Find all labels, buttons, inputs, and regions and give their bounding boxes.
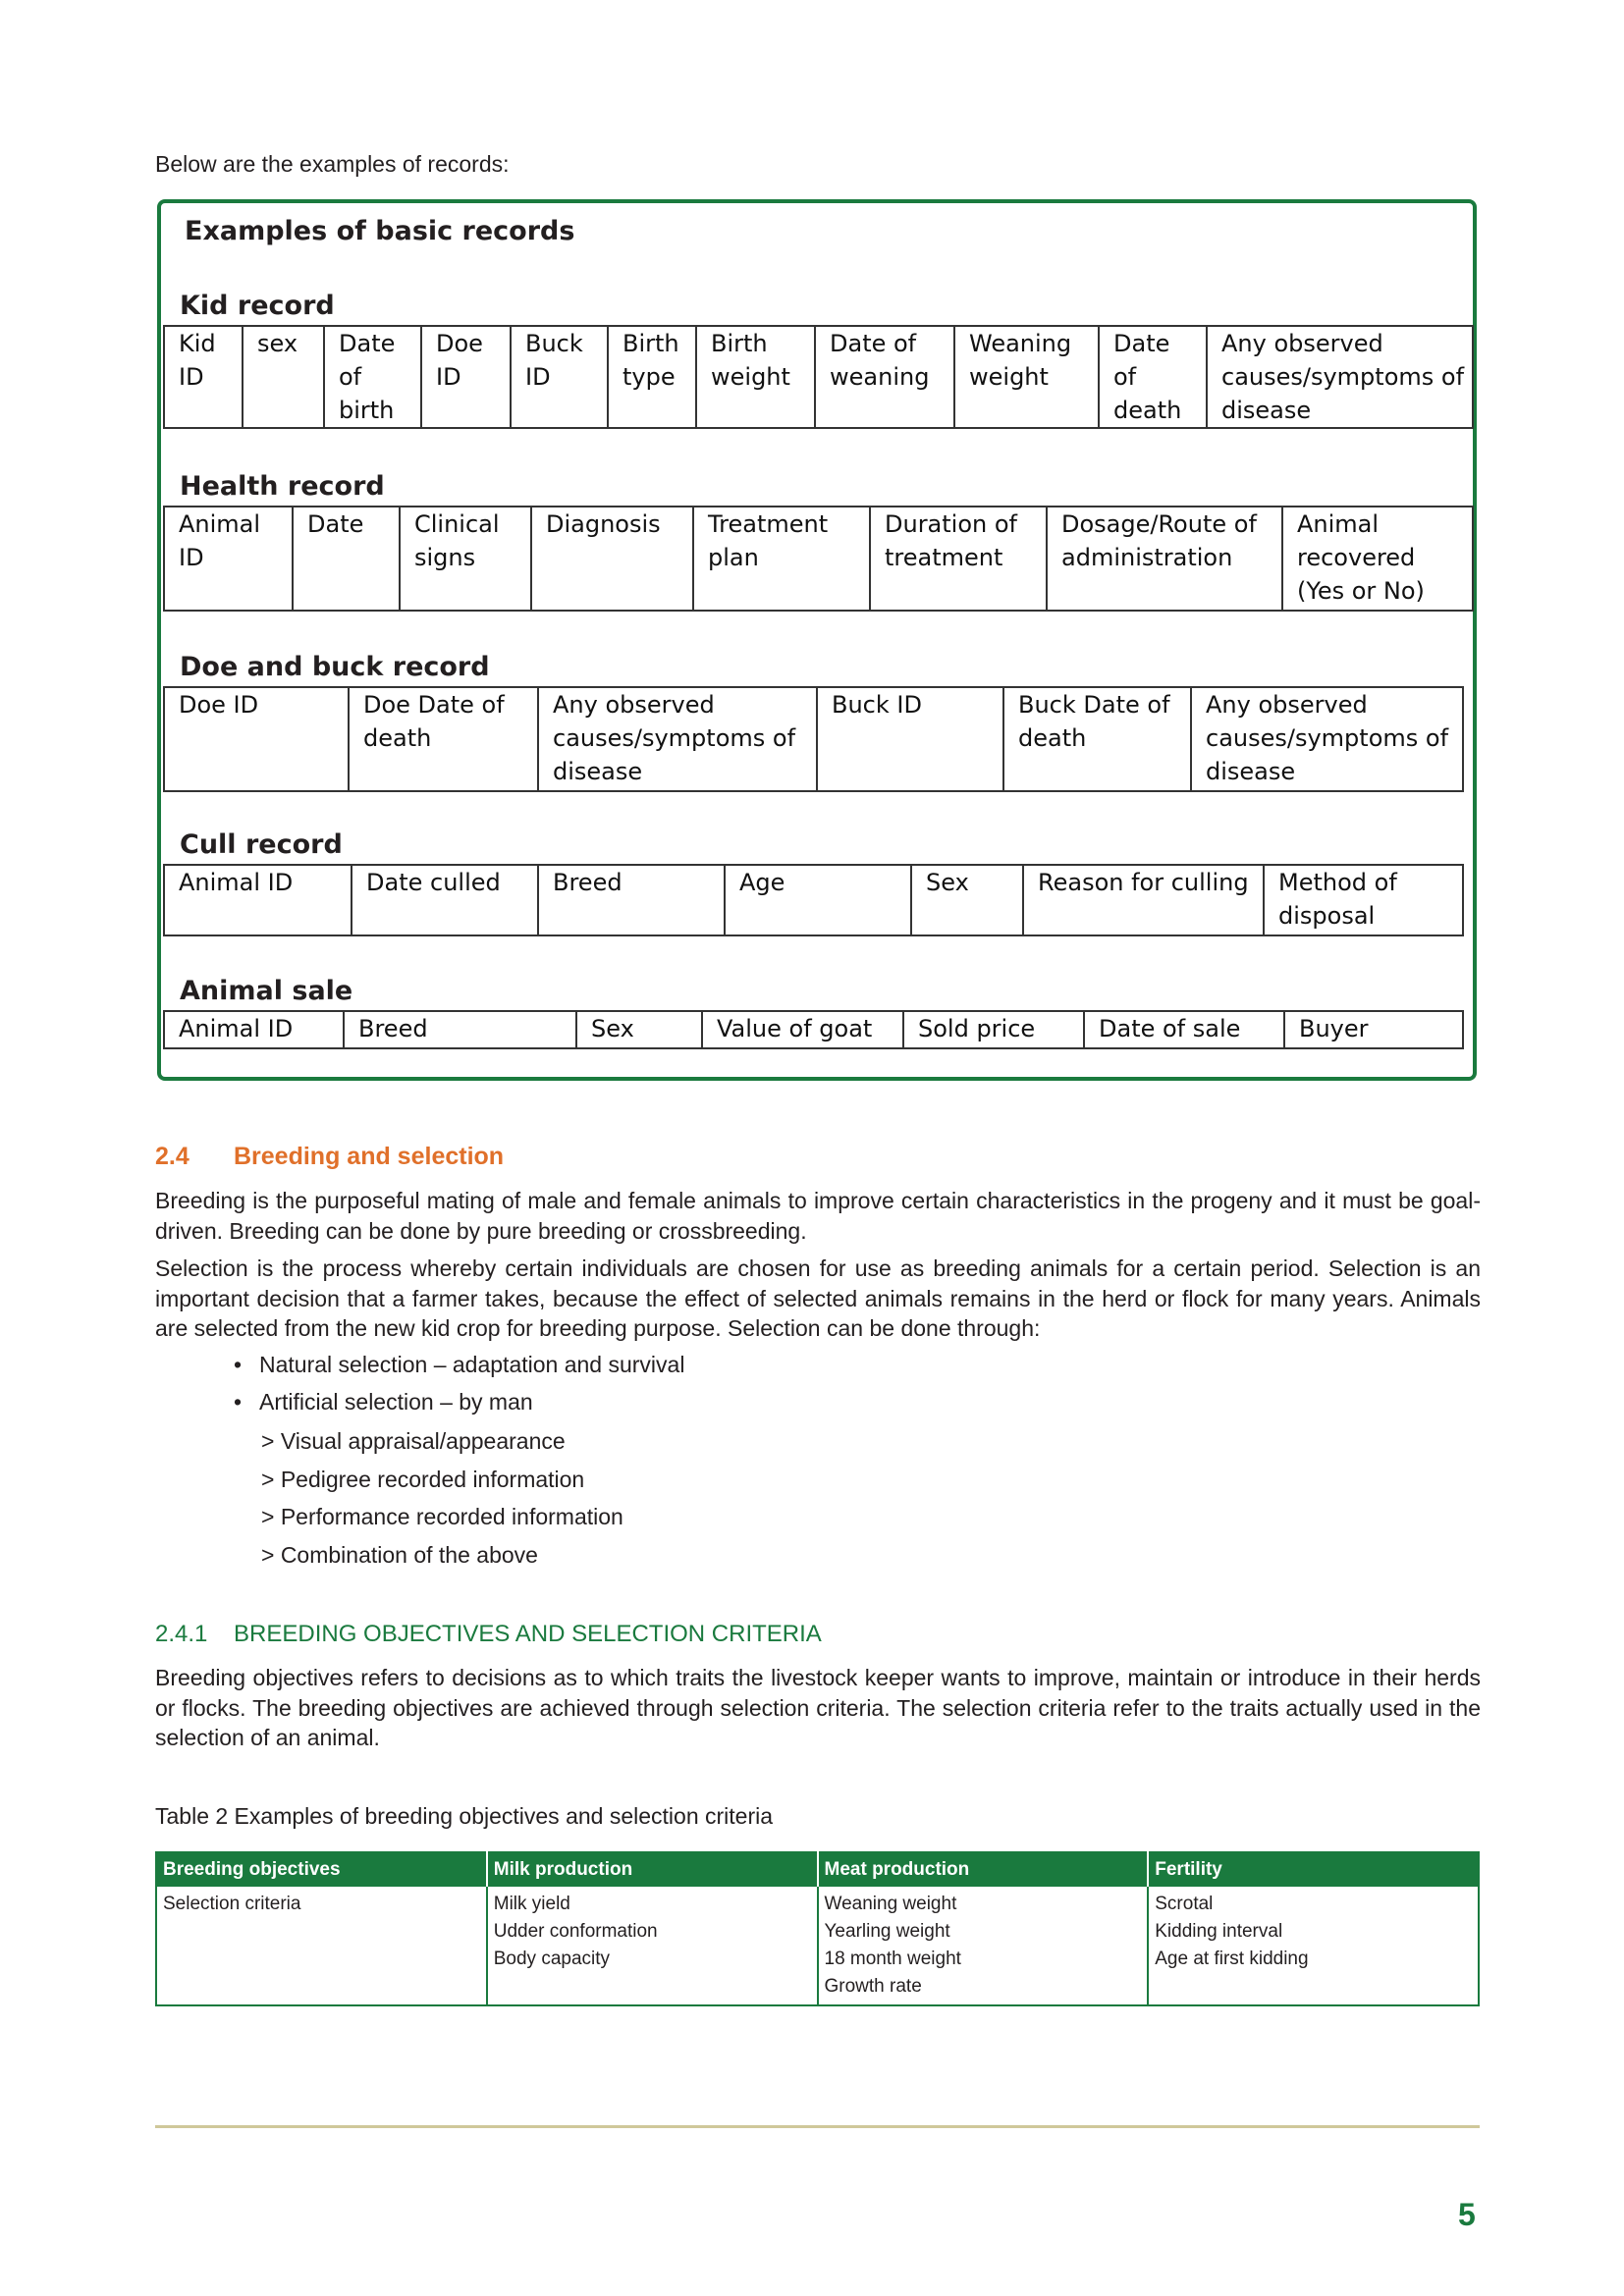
table-header-cell: Buyer [1284, 1011, 1463, 1048]
table-header-cell: Date of birth [324, 326, 421, 428]
table-header-cell: Birth weight [696, 326, 815, 428]
table-header-cell: Clinical signs [400, 507, 531, 611]
table-cell [156, 1887, 487, 2005]
artificial-selection-sublist [261, 1422, 623, 1574]
table-header-cell: Duration of treatment [870, 507, 1047, 611]
list-item: > Combination of the above [261, 1541, 538, 1568]
kid-record-table [163, 325, 1474, 429]
table-header-cell: Weaning weight [954, 326, 1099, 428]
subsection-number: 2.4.1 [155, 1621, 208, 1647]
table-header-cell: Buck ID [511, 326, 608, 428]
criteria-item: Kidding interval [1155, 1921, 1283, 1942]
criteria-item: Yearling weight [824, 1921, 950, 1942]
table-header-cell: Reason for culling [1023, 865, 1264, 935]
animal-sale-title: Animal sale [180, 976, 353, 1006]
table-cell [487, 1887, 818, 2005]
table-header-cell: Age [725, 865, 911, 935]
table-header-cell: Date of sale [1084, 1011, 1284, 1048]
table-header-cell: Sold price [903, 1011, 1084, 1048]
table-header-cell: Any observed causes/symptoms of disease [1207, 326, 1473, 428]
table-header-cell: Animal ID [164, 507, 293, 611]
subsection-title: BREEDING OBJECTIVES AND SELECTION CRITERIA [234, 1621, 822, 1647]
table-header-cell: Any observed causes/symptoms of disease [538, 687, 817, 791]
table-header-cell: Date of weaning [815, 326, 954, 428]
page-number: 5 [1458, 2197, 1476, 2232]
section-heading [155, 1143, 504, 1171]
table-header-cell: Doe ID [164, 687, 349, 791]
table-header-cell: Milk production [487, 1852, 818, 1887]
table-header-cell: Meat production [818, 1852, 1149, 1887]
criteria-item: Milk yield [493, 1894, 570, 1914]
criteria-item: Udder conformation [493, 1921, 658, 1942]
list-item: > Pedigree recorded information [261, 1466, 585, 1492]
table-header-cell: Doe ID [421, 326, 511, 428]
table-header-cell: Buck Date of death [1003, 687, 1191, 791]
table-header-cell: Dosage/Route of administration [1047, 507, 1282, 611]
health-record-table [163, 506, 1474, 612]
breeding-paragraph: Breeding is the purposeful mating of male and female animals to improve certain characteristics in the progeny and it must be goal-driven. Breeding can be done by pure breeding or crossbreeding. [155, 1188, 1481, 1244]
list-item: > Visual appraisal/appearance [261, 1428, 566, 1454]
table-header-cell: Animal recovered (Yes or No) [1282, 507, 1473, 611]
table-caption: Table 2 Examples of breeding objectives and selection criteria [155, 1803, 774, 1829]
table-row [156, 1887, 1479, 2005]
list-item: • Natural selection – adaptation and survival [234, 1346, 684, 1383]
table-header-cell: Treatment plan [693, 507, 870, 611]
table-header-cell: Fertility [1148, 1852, 1479, 1887]
health-record-title: Health record [180, 471, 385, 502]
table-header-cell: Kid ID [164, 326, 243, 428]
table-header-cell: Value of goat [702, 1011, 903, 1048]
table-header-row [156, 1852, 1479, 1887]
table-row [164, 687, 1463, 791]
table-header-cell: Method of disposal [1264, 865, 1463, 935]
table-row [164, 865, 1463, 935]
criteria-item: Age at first kidding [1155, 1949, 1309, 1969]
doe-buck-record-table [163, 686, 1464, 792]
table-row [164, 1011, 1463, 1048]
table-row [164, 507, 1473, 611]
intro-text: Below are the examples of records: [155, 151, 510, 177]
section-number: 2.4 [155, 1143, 189, 1170]
table-header-cell: Date of death [1099, 326, 1207, 428]
table-header-cell: Breed [344, 1011, 576, 1048]
table-row [164, 326, 1473, 428]
list-item: • Artificial selection – by man [234, 1383, 684, 1420]
table-header-cell: Buck ID [817, 687, 1003, 791]
table-header-cell: Date [293, 507, 400, 611]
footer-divider [155, 2125, 1480, 2128]
criteria-item: 18 month weight [824, 1949, 961, 1969]
doe-buck-record-title: Doe and buck record [180, 652, 490, 682]
cull-record-title: Cull record [180, 829, 343, 860]
table-header-cell: Any observed causes/symptoms of disease [1191, 687, 1463, 791]
breeding-objectives-table [155, 1851, 1480, 2006]
criteria-item: Weaning weight [824, 1894, 957, 1914]
cull-record-table [163, 864, 1464, 936]
table-header-cell: sex [243, 326, 324, 428]
criteria-item: Growth rate [824, 1976, 922, 1997]
table-header-cell: Doe Date of death [349, 687, 538, 791]
table-header-cell: Breeding objectives [156, 1852, 487, 1887]
table-header-cell: Sex [576, 1011, 702, 1048]
selection-paragraph: Selection is the process whereby certain individuals are chosen for use as breeding animals for a certain period. Selection is an important decision that a farmer takes, because the effect of selected animals remains in the herd or flock for many years. Animals are selected from the new kid crop for breeding purpose. Selection can be done through: [155, 1255, 1481, 1341]
records-box-title: Examples of basic records [185, 216, 575, 246]
table-header-cell: Diagnosis [531, 507, 693, 611]
table-header-cell: Birth type [608, 326, 696, 428]
table-header-cell: Date culled [352, 865, 538, 935]
table-cell [818, 1887, 1149, 2005]
table-header-cell: Animal ID [164, 1011, 344, 1048]
objectives-paragraph: Breeding objectives refers to decisions as to which traits the livestock keeper wants to improve, maintain or introduce in their herds or flocks. The breeding objectives are achieved through selection criteria. The selection criteria refer to the traits actually used in the selection of an animal. [155, 1665, 1481, 1750]
animal-sale-table [163, 1010, 1464, 1049]
table-header-cell: Sex [911, 865, 1023, 935]
section-title: Breeding and selection [234, 1143, 505, 1170]
row-label: Selection criteria [163, 1894, 301, 1914]
table-cell [1148, 1887, 1479, 2005]
table-header-cell: Animal ID [164, 865, 352, 935]
selection-bullet-list [234, 1346, 684, 1420]
criteria-item: Scrotal [1155, 1894, 1214, 1914]
table-header-cell: Breed [538, 865, 725, 935]
subsection-heading [155, 1621, 822, 1648]
criteria-item: Body capacity [493, 1949, 611, 1969]
list-item: > Performance recorded information [261, 1504, 623, 1529]
kid-record-title: Kid record [180, 291, 335, 321]
